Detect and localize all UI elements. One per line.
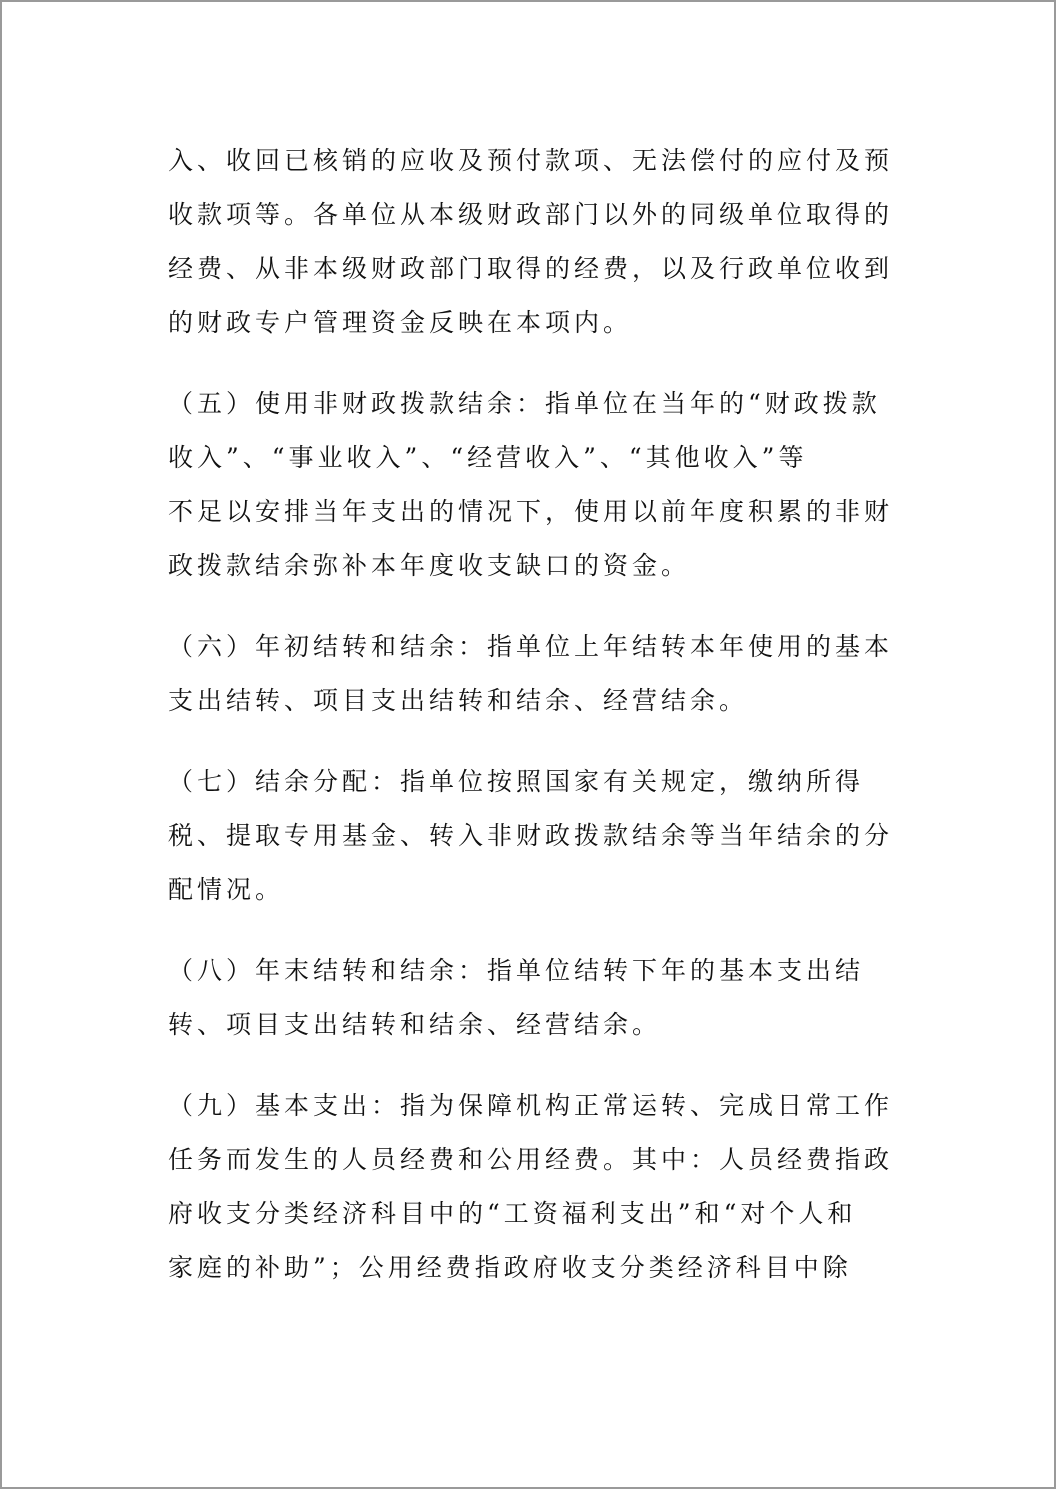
text-line: 政拨款结余弥补本年度收支缺口的资金。 [168, 551, 691, 580]
text-line: 支出结转、项目支出结转和结余、经营结余。 [168, 686, 749, 715]
text-line: 的财政专户管理资金反映在本项内。 [168, 308, 633, 337]
text-line: （六）年初结转和结余：指单位上年结转本年使用的基本 [168, 632, 894, 661]
text-line: 收款项等。各单位从本级财政部门以外的同级单位取得的 [168, 200, 894, 229]
text-line: 入、收回已核销的应收及预付款项、无法偿付的应付及预 [168, 146, 894, 175]
paragraph-item-5 [168, 377, 894, 593]
text-line: 府收支分类经济科目中的“工资福利支出”和“对个人和 [168, 1199, 857, 1228]
paragraph-continuation [168, 134, 894, 350]
text-line: 家庭的补助”；公用经费指政府收支分类经济科目中除 [168, 1253, 852, 1282]
paragraph-item-8 [168, 944, 884, 1052]
text-line: （九）基本支出：指为保障机构正常运转、完成日常工作 [168, 1091, 894, 1120]
text-line: （七）结余分配：指单位按照国家有关规定，缴纳所得 [168, 767, 865, 796]
text-line: 收入”、“事业收入”、“经营收入”、“其他收入”等 [168, 443, 808, 472]
text-line: （八）年末结转和结余：指单位结转下年的基本支出结 [168, 956, 865, 985]
text-line: 税、提取专用基金、转入非财政拨款结余等当年结余的分 [168, 821, 894, 850]
paragraph-item-9 [168, 1079, 894, 1295]
text-line: 经费、从非本级财政部门取得的经费，以及行政单位收到 [168, 254, 894, 283]
text-line: 不足以安排当年支出的情况下，使用以前年度积累的非财 [168, 497, 894, 526]
text-line: 转、项目支出结转和结余、经营结余。 [168, 1010, 662, 1039]
paragraph-item-7 [168, 755, 894, 917]
paragraph-item-6 [168, 620, 894, 728]
text-line: （五）使用非财政拨款结余：指单位在当年的“财政拨款 [168, 389, 881, 418]
text-line: 任务而发生的人员经费和公用经费。其中：人员经费指政 [168, 1145, 894, 1174]
text-line: 配情况。 [168, 875, 285, 904]
document-body [168, 134, 894, 1322]
